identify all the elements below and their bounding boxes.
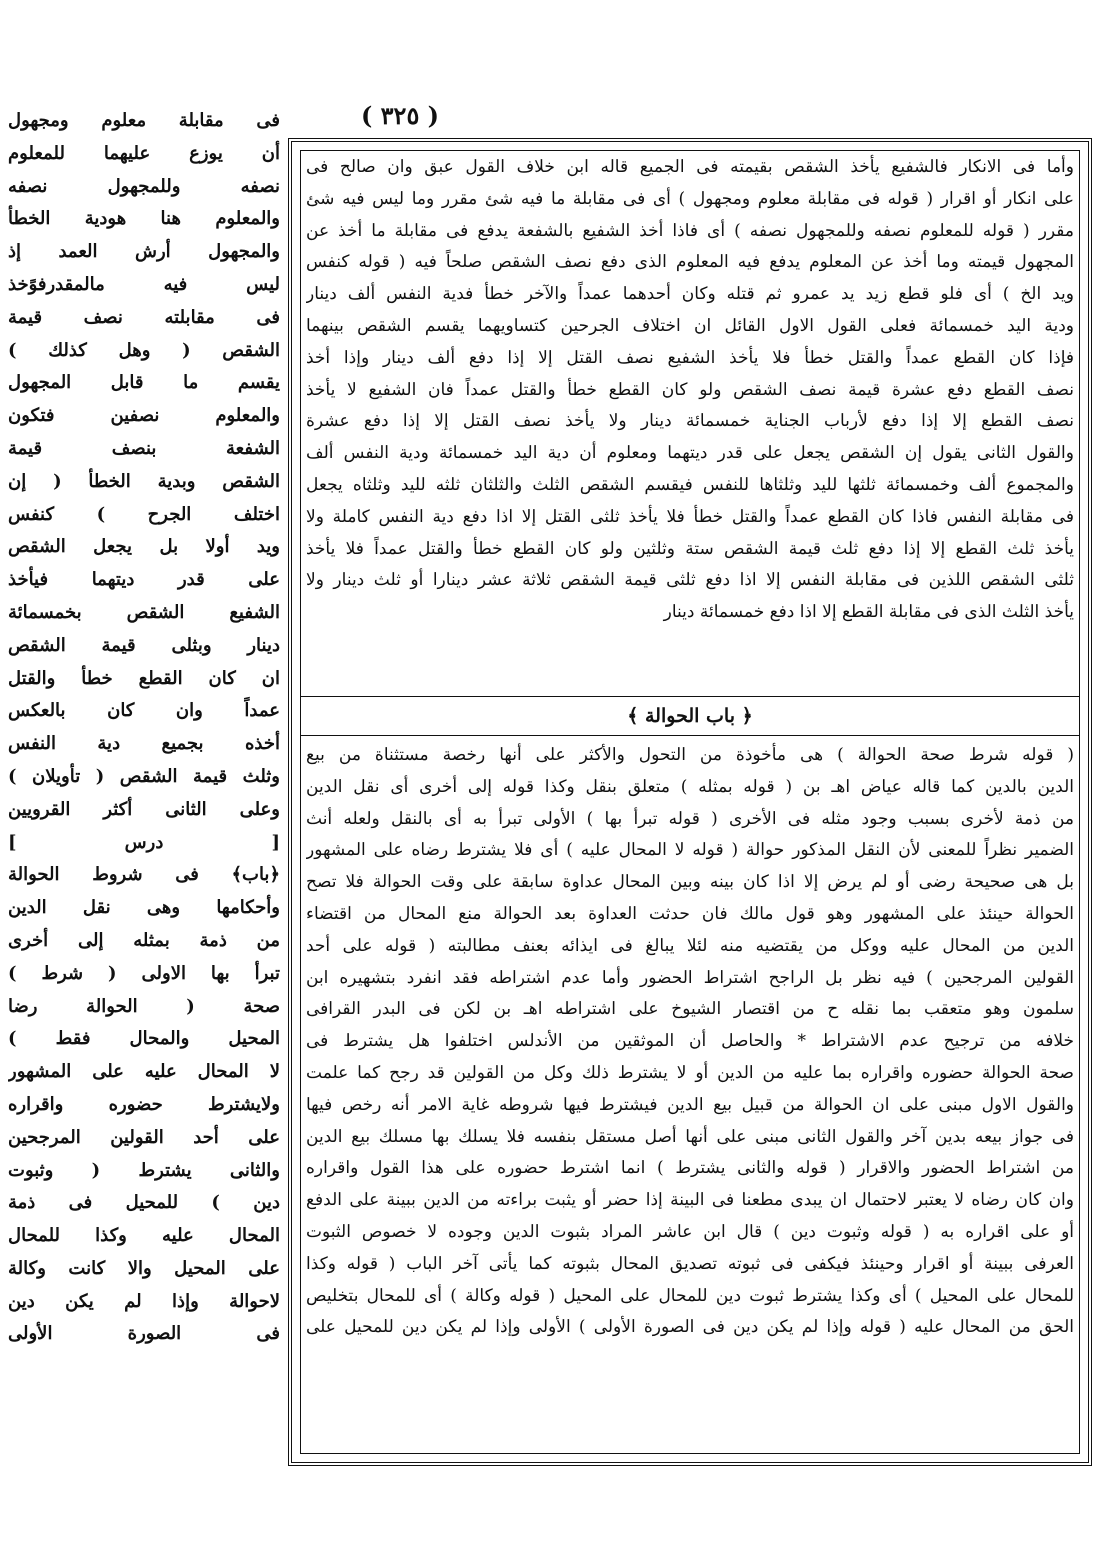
commentary-line: فى مقابلة النفس فاذا كان القطع عمداً والقتل خطأ فلا يأخذ ثلثى القتل إلا اذا دفع دية النفس كاملة ولا	[306, 506, 1074, 527]
commentary-line: خلافه من ترجيح عدم الاشتراط * والحاصل أن الموثقين من الأندلس اختلفوا هل يشترط فى	[306, 1031, 1074, 1052]
side-line: الشقص ( وهل كذلك )	[8, 339, 280, 361]
commentary-line: على انكار أو اقرار ( قوله فى مقابلة معلوم ومجهول ) أى فى مقابلة ما فيه شئ مقرر وما ليس فيه شئ	[306, 188, 1074, 209]
side-line: الشقص وبدية الخطأ ( إن	[8, 470, 280, 492]
side-line: تبرأ بها الاولى ( شرط )	[8, 962, 280, 984]
side-line: وعلى الثانى أكثر القرويين	[8, 798, 280, 820]
commentary-line: صحة الحوالة حضوره واقراره بما عليه من الدين أو لا يشترط ذلك وكل من القولين قد رجح كما علمت	[306, 1062, 1074, 1083]
commentary-line: الحوالة حينئذ على المشهور وهو قول مالك فان حدثت العداوة بعد الحوالة منع المحال من اقتضاء	[306, 903, 1074, 924]
side-line: ﴿باب﴾ فى شروط الحوالة	[8, 864, 280, 886]
commentary-line: الدين من المحال عليه ووكل من يقتضيه منه لئلا يبالغ فى ايذائه بعنف مطالبته ( قوله على أحد	[306, 935, 1074, 956]
side-line: ليس فيه مالمقدرفوًخذ	[8, 273, 280, 295]
side-line: وثلث قيمة الشقص ( تأويلان )	[8, 765, 280, 787]
side-line: دينار وبثلى قيمة الشقص	[8, 634, 280, 656]
commentary-line: والمجموع ألف وخمسمائة ثلثها لليد وثلثاها للنفس فيقسم الشقص الثلث والثلثان ثلثه لليد وثلثاه يجعل	[306, 474, 1074, 495]
commentary-line: ويد الخ ) أى فلو قطع زيد يد عمرو ثم قتله وكان أحدهما عمداً والآخر خطأ فدية النفس ألف دينار	[306, 284, 1074, 305]
side-line: أخذه بجميع دية النفس	[8, 733, 280, 755]
side-line: أن يوزع عليهما للمعلوم	[8, 142, 280, 164]
side-line: يقسم ما قابل المجهول	[8, 372, 280, 394]
chapter-heading	[300, 696, 1080, 736]
commentary-frame	[288, 138, 1092, 1466]
side-line: لاحوالة وإذا لم يكن دين	[8, 1290, 280, 1312]
side-line: عمداً وان كان بالعكس	[8, 700, 280, 722]
side-line: وأحكامها وهى نقل الدين	[8, 897, 280, 919]
side-line: اختلف الجرح ) كنفس	[8, 503, 280, 525]
commentary-line: فى جواز بيعه بدين آخر والقول الثانى مبنى على أنها أصل مستقل بنفسه فلا يسلك بها مسلك بيع الدين	[306, 1126, 1074, 1147]
commentary-line: والقول الثانى يقول إن الشقص يجعل على قدر ديتهما ومعلوم أن دية اليد خمسمائة ودية النفس ألف	[306, 443, 1074, 464]
commentary-line: بل هى صحيحة رضى أو لم يرض إلا اذا كان بينه وبين المحال عداوة سابقة على وقت الحوالة فلا تصح	[306, 872, 1074, 893]
side-line: الشفيع الشقص بخمسمائة	[8, 601, 280, 623]
commentary-line: فإذا كان القطع عمداً والقتل خطأ فلا يأخذ الشفيع نصف القتل إلا إذا دفع ألف دينار وإذا أخذ	[306, 347, 1074, 368]
commentary-line: ثلثى الشقص اللذين فى مقابلة النفس إلا اذا دفع ثلثى قيمة الشقص ثلاثة عشر دينارا أو ثلث دينار ولا	[306, 570, 1074, 591]
commentary-bottom-block	[306, 740, 1074, 1440]
side-line: فى مقابلته نصف قيمة	[8, 306, 280, 328]
commentary-line: ودية اليد خمسمائة فعلى القول الاول القائل ان اختلاف الجرحين كتساويهما يقسم الشقص بينهما	[306, 315, 1074, 336]
commentary-line: الدين بالدين كما قاله عياض اهـ بن ( قوله بمثله ) متعلق بنقل وكذا قوله إلى أخرى أى نقل الدين	[306, 776, 1074, 797]
commentary-line: وان كان رضاه لا يعتبر لاحتمال ان يبدى مطعنا فى البينة إذا حضر أو يثبت براءته من الدين ببينة على الدفع	[306, 1190, 1074, 1211]
side-line: ان كان القطع خطأ والقتل	[8, 667, 280, 689]
commentary-line: أو على اقراره به ( قوله وثبوت دين ) قال ابن عاشر المراد بثبوت الدين وجوده لا خصوص الثبوت	[306, 1221, 1074, 1242]
side-line: نصفه وللمجهول نصفه	[8, 175, 280, 197]
side-line: والمجهول أرش العمد إذ	[8, 241, 280, 263]
commentary-line: يأخذ الثلث الذى فى مقابلة القطع إلا اذا دفع خمسمائة دينار	[663, 602, 1074, 623]
side-line: المحيل والمحال فقط )	[8, 1028, 280, 1050]
chapter-title: ﴿ باب الحوالة ﴾	[627, 705, 753, 727]
commentary-line: للمحال على المحيل ) أى وكذا يشترط ثبوت دين للمحال على المحيل ( قوله وكالة ) أى للمحال بتخليص	[306, 1285, 1074, 1306]
side-line: فى الصورة الأولى	[8, 1323, 280, 1345]
commentary-line: القولين المرجحين ) فيه نظر بل الراجح اشتراط الحضور وأما عدم اشتراطه فقد انفرد بتشهيره ابن	[306, 967, 1074, 988]
side-line: لا المحال عليه على المشهور	[8, 1061, 280, 1083]
commentary-line: نصف القطع إلا إذا دفع لأرباب الجناية خمسمائة دينار ولا يأخذ نصف القتل إلا إذا دفع عشرة	[306, 411, 1074, 432]
commentary-line: من اشتراط الحضور والاقرار ( قوله والثانى يشترط ) انما اشترط حضوره على هذا القول واقراره	[306, 1158, 1074, 1179]
page-number: ( ٣٢٥ )	[360, 101, 440, 130]
side-line: والثانى يشترط ( وثبوت	[8, 1159, 280, 1181]
commentary-line: العرفى ببينة أو اقرار وحينئذ فيكفى فى ثبوته تصديق المحال بثبوته كما يأتى آخر الباب ( قوله وكذا	[306, 1253, 1074, 1274]
side-line: صحة ( الحوالة رضا	[8, 995, 280, 1017]
commentary-line: سلمون وهو متعقب بما نقله ح من اقتصار الشيوخ على اشتراطه اهـ بن لكن فى البدر القرافى	[306, 999, 1074, 1020]
commentary-line: والقول الاول مبنى على ان الحوالة من قبيل بيع الدين فيشترط فيها شروطه غاية الامر أنه رخص فيها	[306, 1094, 1074, 1115]
commentary-line: الضمير نظراً للمعنى لأن النقل المذكور حوالة ( قوله لا المحال عليه ) أى فلا يشترط رضاه على المشهور	[306, 840, 1074, 861]
commentary-line: يأخذ ثلث القطع إلا إذا دفع ثلث قيمة الشقص ستة وثلثين ولو كان القطع خطأ والقتل عمداً فلا يأخذ	[306, 538, 1074, 559]
side-column-text	[8, 105, 280, 1500]
commentary-top-block	[306, 152, 1074, 694]
side-line: فى مقابلة معلوم ومجهول	[8, 110, 280, 131]
side-line: ويد أولا بل يجعل الشقص	[8, 536, 280, 558]
side-line: الشفعة بنصف قيمة	[8, 437, 280, 459]
side-line: من ذمة بمثله إلى أخرى	[8, 929, 280, 951]
side-line: دين ) للمحيل فى ذمة	[8, 1192, 280, 1214]
commentary-line: وأما فى الانكار فالشفيع يأخذ الشقص بقيمته فى الجميع قاله ابن خلاف القول عبق وان صالح فى	[306, 157, 1074, 177]
side-line: والمعلوم نصفين فتكون	[8, 405, 280, 427]
side-line: [ درس ]	[8, 831, 280, 853]
commentary-line: ( قوله شرط صحة الحوالة ) هى مأخوذة من التحول والأكثر على أنها رخصة مستثناة من بيع	[306, 745, 1074, 765]
side-line: على المحيل والا كانت وكالة	[8, 1257, 280, 1279]
side-line: ولايشترط حضوره واقراره	[8, 1093, 280, 1115]
side-line: والمعلوم هنا هودية الخطأ	[8, 208, 280, 230]
side-line: على قدر ديتهما فيأخذ	[8, 569, 280, 591]
side-line: المحال عليه وكذا للمحال	[8, 1225, 280, 1247]
commentary-line: نصف القطع دفع عشرة قيمة نصف الشقص ولو كان القطع خطأ والقتل عمداً فان الشفيع لا يأخذ	[306, 379, 1074, 400]
commentary-line: المجهول قيمته وما أخذ عن المعلوم يدفع فيه المعلوم الذى دفع نصف الشقص صلحاً فيه ( قوله كنفس	[306, 252, 1074, 273]
commentary-line: مقرر ( قوله للمعلوم نصفه وللمجهول نصفه ) أى فاذا أخذ الشفيع بالشفعة يدفع فى مقابلة ما أخذ عن	[306, 220, 1074, 241]
commentary-line: من ذمة لأخرى بسبب وجود مثله فى الأخرى ( قوله تبرأ بها ) الأولى تبرأ به أى بالنقل ولعله أنث	[306, 808, 1074, 829]
side-line: على أحد القولين المرجحين	[8, 1126, 280, 1148]
commentary-line: الحق من المحال عليه ( قوله وإذا لم يكن دين فى الصورة الأولى ) الأولى وإذا لم يكن دين للمحيل على	[306, 1317, 1074, 1338]
